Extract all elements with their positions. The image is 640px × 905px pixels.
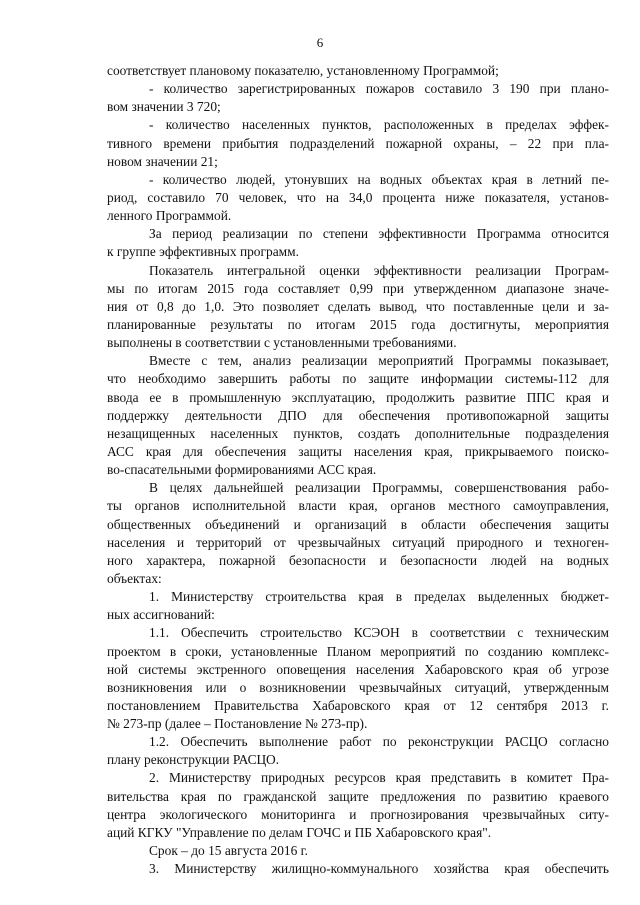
text-line: ной системы экстренного оповещения населения Хабаровского края об угрозе [107,661,609,677]
text-line: объектах: [107,570,162,586]
text-line: к группе эффективных программ. [107,244,299,260]
text-line: 1.1. Обеспечить строительство КСЭОН в соответствии с техническим [149,625,609,641]
text-line: центра экологического мониторинга и прогнозирования чрезвычайных ситу- [107,806,609,822]
page-body [107,62,609,878]
text-line: ты органов исполнительной власти края, органов местного самоуправления, [107,498,609,514]
text-line: ввода ее в промышленную эксплуатацию, продолжить развитие ППС края и [107,389,609,405]
text-line: - количество людей, утонувших на водных объектах края в летний пе- [149,171,609,187]
text-line: В целях дальнейшей реализации Программы, совершенствования рабо- [149,480,609,496]
text-line: поддержку деятельности ДПО для обеспечения противопожарной защиты [107,407,609,423]
text-line: вом значении 3 720; [107,99,221,115]
text-line: 1.2. Обеспечить выполнение работ по реконструкции РАСЦО согласно [149,734,609,750]
text-line: выполнены в соответствии с установленными требованиями. [107,335,457,351]
text-line: Срок – до 15 августа 2016 г. [149,843,308,859]
text-line: 3. Министерству жилищно-коммунального хозяйства края обеспечить [149,861,609,877]
page-number: 6 [316,35,324,50]
text-line: 2. Министерству природных ресурсов края представить в комитет Пра- [149,770,609,786]
text-line: возникновения или о возникновении чрезвычайных ситуаций, утвержденным [107,679,609,695]
text-line: вительства края по гражданской защите предложения по развитию краевого [107,788,609,804]
text-line: новом значении 21; [107,153,218,169]
text-line: аций КГКУ "Управление по делам ГОЧС и ПБ Хабаровского края". [107,824,492,840]
text-line: что необходимо завершить работы по защите информации системы-112 для [107,371,609,387]
text-line: ных ассигнований: [107,607,215,623]
text-line: тивного времени прибытия подразделений пожарной охраны, – 22 при пла- [107,135,609,151]
text-line: проектом в сроки, установленные Планом мероприятий по созданию комплекс- [107,643,609,659]
text-line: - количество населенных пунктов, расположенных в пределах эффек- [149,117,609,133]
text-line: населения и территорий от чрезвычайных ситуаций природного и техноген- [107,534,609,550]
text-line: ния от 0,8 до 1,0. Это позволяет сделать вывод, что поставленные цели и за- [107,298,609,314]
text-line: ного характера, пожарной безопасности и безопасности людей на водных [107,552,609,568]
text-line: Показатель интегральной оценки эффективности реализации Програм- [149,262,609,278]
text-line: За период реализации по степени эффективности Программа относится [149,226,609,242]
text-line: риод, составило 70 человек, что на 34,0 процента ниже показателя, установ- [107,189,609,205]
text-line: ленного Программой. [107,208,232,224]
text-line: № 273-пр (далее – Постановление № 273-пр). [107,716,368,732]
text-line: постановлением Правительства Хабаровского края от 12 сентября 2013 г. [107,697,609,713]
text-line: незащищенных населенных пунктов, создать дополнительные подразделения [107,425,609,441]
text-line: Вместе с тем, анализ реализации мероприятий Программы показывает, [149,353,609,369]
text-line: соответствует плановому показателю, установленному Программой; [107,63,499,78]
text-line: во-спасательными формированиями АСС края. [107,462,377,478]
text-line: мы по итогам 2015 года составляет 0,99 при утвержденном диапазоне значе- [107,280,609,296]
text-line: - количество зарегистрированных пожаров составило 3 190 при плано- [149,81,609,97]
text-line: планированные результаты по итогам 2015 года достигнуты, мероприятия [107,316,609,332]
text-line: плану реконструкции РАСЦО. [107,752,280,768]
text-line: общественных объединений и организаций в области обеспечения защиты [107,516,609,532]
text-line: АСС края для обеспечения защиты населения края, прикрываемого поиско- [107,443,609,459]
text-line: 1. Министерству строительства края в пределах выделенных бюджет- [149,589,609,605]
